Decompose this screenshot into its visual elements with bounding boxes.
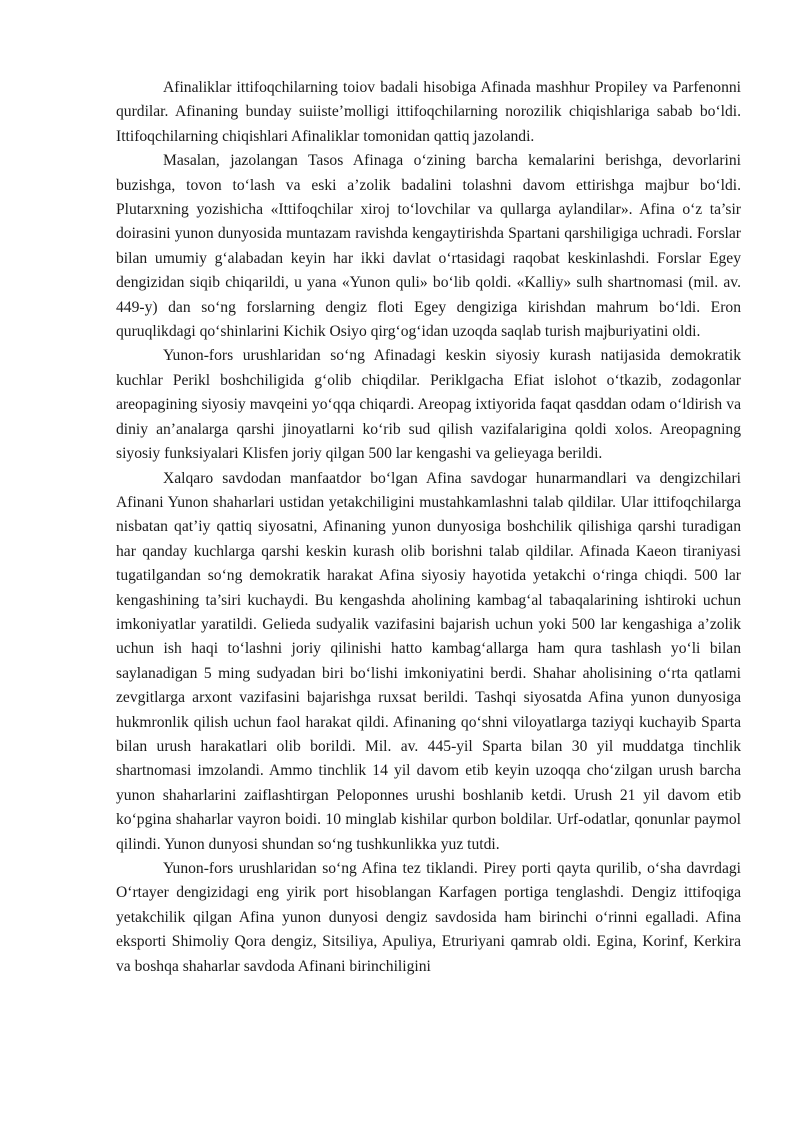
paragraph-2: Masalan, jazolangan Tasos Afinaga o‘zining barcha kemalarini berishga, devorlarini buzishga, tovon to‘lash va eski a’zolik badalini tolashni davom ettirishga majbur bo‘ldi. Plutarxning yozishicha «Ittifoqchilar xiroj to‘lovchilar va qullarga aylandilar». Afina o‘z ta’sir doirasini yunon dunyosida muntazam ravishda kengaytirishda Spartani qarshiligiga uchradi. Forslar bilan umumiy g‘alabadan keyin har ikki davlat o‘rtasidagi raqobat keskinlashdi. Forslar Egey dengizidan siqib chiqarildi, u yana «Yunon quli» bo‘lib qoldi. «Kalliy» sulh shartnomasi (mil. av. 449-y) dan so‘ng forslarning dengiz floti Egey dengiziga kirishdan mahrum bo‘ldi. Eron quruqlikdagi qo‘shinlarini Kichik Osiyo qirg‘og‘idan uzoqda saqlab turish majburiyatini oldi. (116, 152, 741, 341)
paragraph-1: Afinaliklar ittifoqchilarning toiov badali hisobiga Afinada mashhur Propiley va Parfenonni qurdilar. Afinaning bunday suiiste’molligi ittifoqchilarning norozilik chiqishlariga sabab bo‘ldi. Ittifoqchilarning chiqishlari Afinaliklar tomonidan qattiq jazolandi. (116, 79, 741, 145)
paragraph-5: Yunon-fors urushlaridan so‘ng Afina tez tiklandi. Pirey porti qayta qurilib, o‘sha davrdagi O‘rtayer dengizidagi eng yirik port hisoblangan Karfagen portiga tenglashdi. Dengiz ittifoqiga yetakchilik qilgan Afina yunon dunyosi dengiz savdosida ham birinchi o‘rinni egalladi. Afina eksporti Shimoliy Qora dengiz, Sitsiliya, Apuliya, Etruriyani qamrab oldi. Egina, Korinf, Kerkira va boshqa shaharlar savdoda Afinani birinchiligini (116, 860, 741, 975)
paragraph-4: Xalqaro savdodan manfaatdor bo‘lgan Afina savdogar hunarmandlari va dengizchilari Afinani Yunon shaharlari ustidan yetakchiligini mustahkamlashni talab qildilar. Ular ittifoqchilarga nisbatan qat’iy qattiq siyosatni, Afinaning yunon dunyosiga boshchilik qilishiga qarshi turadigan har qanday kuchlarga qarshi keskin kurash olib borishni talab qildilar. Afinada Kaeon tiraniyasi tugatilgandan so‘ng demokratik harakat Afina siyosiy hayotida yetakchi o‘ringa chiqdi. 500 lar kengashining ta’siri kuchaydi. Bu kengashda aholining kambag‘al tabaqalarining ishtiroki uchun imkoniyatlar yaratildi. Gelieda sudyalik vazifasini bajarish uchun yoki 500 lar kengashiga a’zolik uchun ish haqi to‘lashni joriy qilinishi hatto kambag‘allarga ham qura tashlash yo‘li bilan saylanadigan 5 ming sudyadan biri bo‘lishi imkoniyatini berdi. Shahar aholisining o‘rta qatlami zevgitlarga arxont vazifasini bajarishga ruxsat berildi. Tashqi siyosatda Afina yunon dunyosiga hukmronlik qilish uchun faol harakat qildi. Afinaning qo‘shni viloyatlarga taziyqi kuchayib Sparta bilan urush harakatlari olib borildi. Mil. av. 445-yil Sparta bilan 30 yil muddatga tinchlik shartnomasi imzolandi. Ammo tinchlik 14 yil davom etib keyin uzoqqa cho‘zilgan urush barcha yunon shaharlarini zaiflashtirgan Peloponnes urushi boshlanib ketdi. Urush 21 yil davom etib ko‘pgina shaharlar vayron boidi. 10 minglab kishilar qurbon boldilar. Urf-odatlar, qonunlar paymol qilindi. Yunon dunyosi shundan so‘ng tushkunlikka yuz tutdi. (116, 469, 741, 853)
document-page (116, 76, 741, 979)
paragraph-3: Yunon-fors urushlaridan so‘ng Afinadagi keskin siyosiy kurash natijasida demokratik kuchlar Perikl boshchiligida g‘olib chiqdilar. Periklgacha Efiat islohot o‘tkazib, zodagonlar areopagining siyosiy mavqeini yo‘qqa chiqardi. Areopag ixtiyorida faqat qasddan odam o‘ldirish va diniy an’analarga qarshi jinoyatlarni ko‘rib sud qilish vazifalarigina qoldi xolos. Areopagning siyosiy funksiyalari Klisfen joriy qilgan 500 lar kengashi va gelieyaga berildi. (116, 347, 741, 463)
